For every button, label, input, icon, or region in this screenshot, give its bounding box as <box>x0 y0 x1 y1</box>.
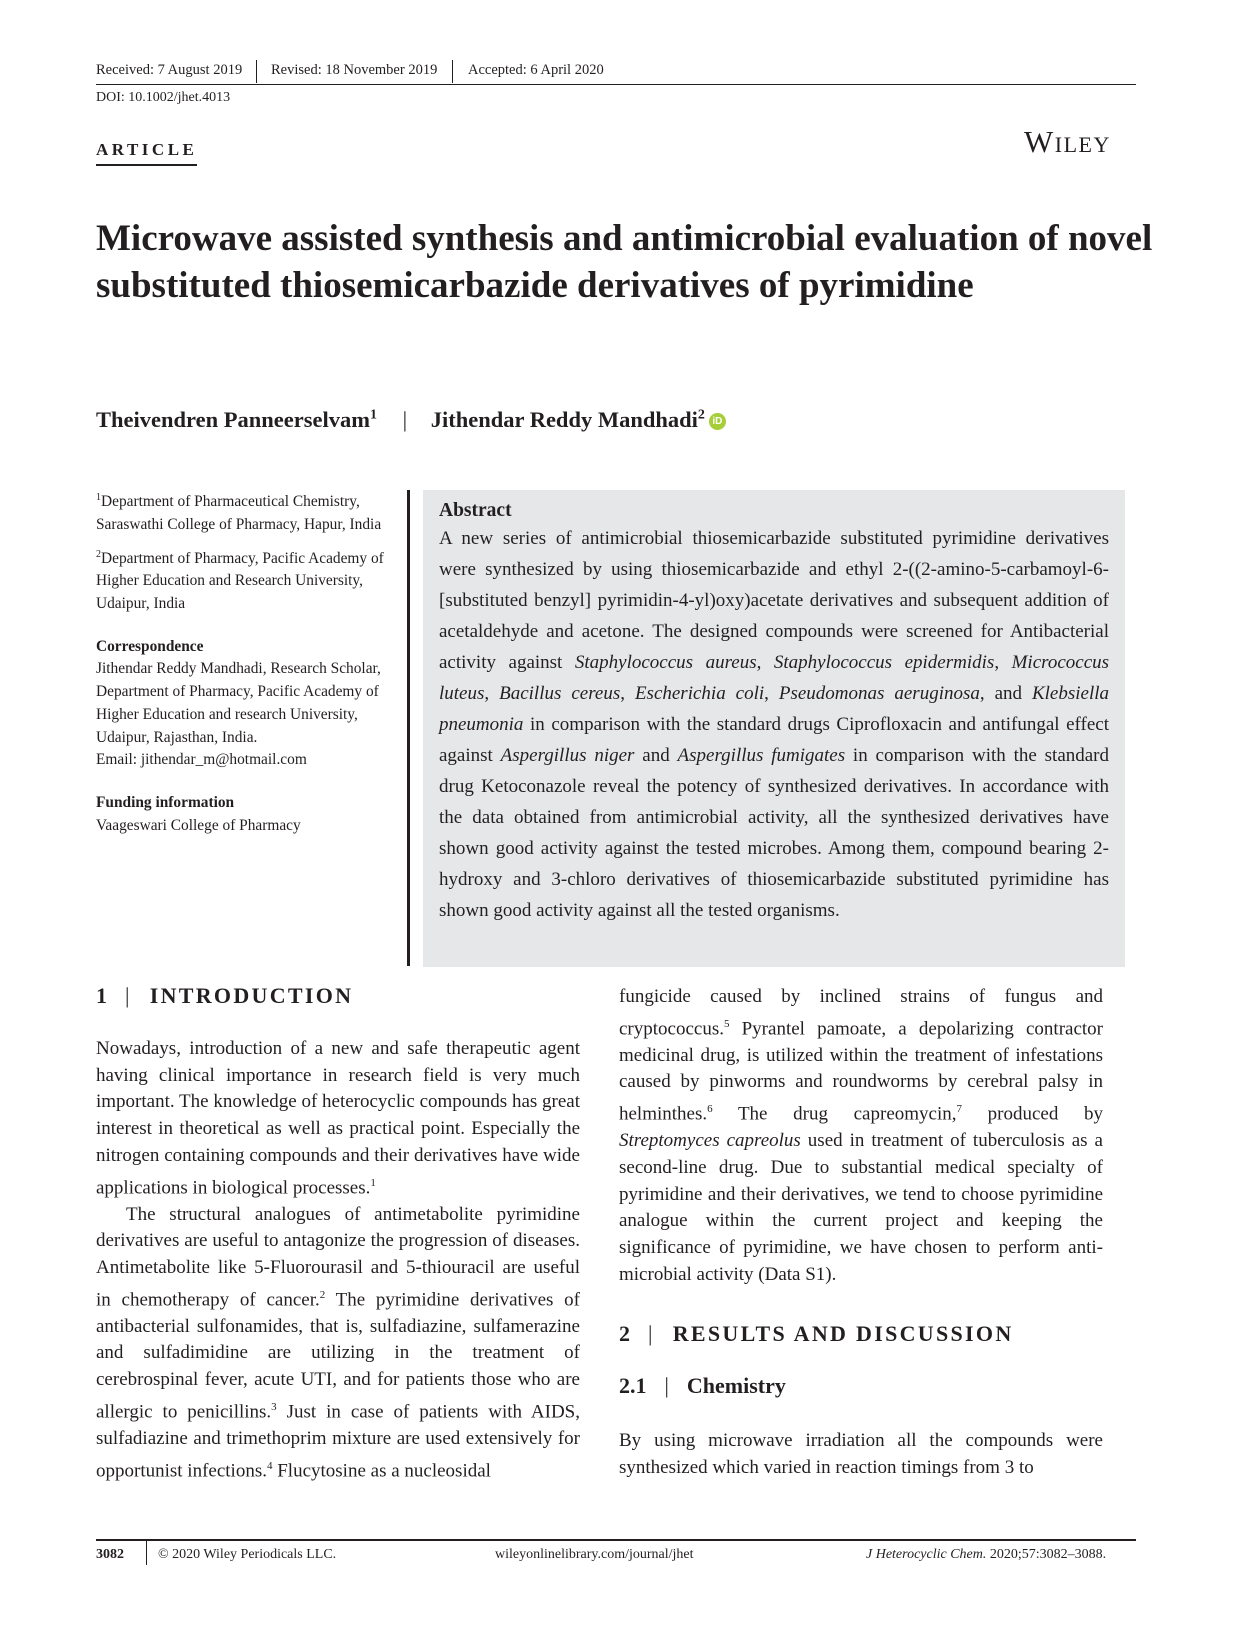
section-2-heading: 2 | RESULTS AND DISCUSSION <box>619 1321 1014 1346</box>
affiliation-2 <box>96 544 396 616</box>
subsection-2-1-heading: 2.1 | Chemistry <box>619 1373 786 1398</box>
abstract-divider <box>407 490 410 966</box>
funding-label: Funding information <box>96 793 235 811</box>
journal-citation <box>866 1547 1106 1563</box>
citation-details: 2020;57:3082–3088. <box>986 1547 1107 1562</box>
date-divider <box>256 60 257 83</box>
journal-name: J Heterocyclic Chem. <box>866 1547 987 1562</box>
affiliation-2-marker: 2 <box>96 548 101 560</box>
citation-ref[interactable]: 5 <box>723 1017 730 1030</box>
chemistry-column <box>619 1428 1103 1481</box>
affiliation-1 <box>96 487 396 537</box>
affiliation-1-marker: 1 <box>96 492 101 503</box>
intro-paragraph-3: fungicide caused by inclined strains of fungus and cryptococcus.$^5$ Pyrantel pamoate, a depolarizing contractor medicinal drug, is utilized within the treatment of infestations caused by pinworms and roundworms by cerebral palsy in helminthes.$^6$ The drug capreomycin,$^7$ produced by Streptomyces capreolus used in treatment of tuberculosis as a second-line drug. Due to substantial medical specialty of pyrimidine and their derivatives, we tend to choose pyrimidine analogue within the current project and keeping the significance of pyrimidine, we have chosen to perform anti-microbial activity (Data S1). <box>619 986 1103 1285</box>
abstract-text: A new series of antimicrobial thiosemicarbazide substituted pyrimidine derivatives were synthesized by using thiosemicarbazide and ethyl 2-((2-amino-5-carbamoyl-6-[substituted benzyl] pyrimidin-4-yl)oxy)acetate derivatives and subsequent addition of acetaldehyde and acetone. The designed compounds were screened for Antibacterial activity against Staphylococcus aureus, Staphylococcus epidermidis, Micrococcus luteus, Bacillus cereus, Escherichia coli, Pseudomonas aeruginosa, and Klebsiella pneumonia in comparison with the standard drugs Ciprofloxacin and antifungal effect against Aspergillus niger and Aspergillus fumigates in comparison with the standard drug Ketoconazole reveal the potency of synthesized derivatives. In accordance with the data obtained from antimicrobial activity, all the synthesized derivatives have shown good activity against the tested microbes. Among them, compound bearing 2-hydroxy and 3-chloro derivatives of thiosemicarbazide substituted pyrimidine has shown good activity against all the tested organisms. <box>439 528 1110 921</box>
affiliation-1-text: Department of Pharmaceutical Chemistry, Saraswathi College of Pharmacy, Hapur, India <box>96 493 382 533</box>
orcid-icon[interactable]: iD <box>709 413 726 430</box>
affiliation-2-text: Department of Pharmacy, Pacific Academy of Higher Education and Research University, Udaipur, India <box>96 549 384 613</box>
chemistry-paragraph: By using microwave irradiation all the compounds were synthesized which varied in reaction timings from 3 to <box>619 1430 1103 1478</box>
author-line <box>96 407 726 433</box>
section-1-heading: 1 | INTRODUCTION <box>96 983 354 1008</box>
paper-title: Microwave assisted synthesis and antimicrobial evaluation of novel substituted thiosemicarbazide derivatives of pyrimidine <box>96 218 1153 306</box>
intro-paragraph-1: Nowadays, introduction of a new and safe therapeutic agent having clinical importance in research field is very much important. The knowledge of heterocyclic compounds has great interest in theoretical as well as practical point. Especially the nitrogen containing compounds and their derivatives have wide applications in biological processes.$^1$ <box>96 1038 580 1198</box>
citation-ref[interactable]: 6 <box>707 1103 713 1116</box>
journal-url[interactable]: wileyonlinelibrary.com/journal/jhet <box>495 1547 694 1562</box>
abstract-heading: Abstract <box>439 500 512 521</box>
citation-ref[interactable]: 3 <box>271 1400 277 1413</box>
publisher-logo: Wiley <box>1024 124 1111 159</box>
footer-rule <box>96 1539 1136 1541</box>
author-2-affiliation: 2 <box>697 407 705 423</box>
page-number: 3082 <box>96 1547 124 1562</box>
publication-dates <box>96 60 1136 85</box>
date-divider <box>452 60 453 83</box>
doi[interactable]: DOI: 10.1002/jhet.4013 <box>96 90 231 105</box>
abstract-box <box>423 490 1125 967</box>
funding-text: Vaageswari College of Pharmacy <box>96 816 301 834</box>
correspondence-label: Correspondence <box>96 637 204 655</box>
accepted-date: Accepted: 6 April 2020 <box>468 62 604 78</box>
intro-right-column <box>619 984 1103 1288</box>
author-1: Theivendren Panneerselvam <box>96 407 370 432</box>
author-separator: | <box>402 407 408 432</box>
correspondence-email[interactable]: Email: jithendar_m@hotmail.com <box>96 751 307 769</box>
article-type-label: ARTICLE <box>96 140 197 166</box>
received-date: Received: 7 August 2019 <box>96 62 243 78</box>
citation-ref[interactable]: 7 <box>956 1103 962 1116</box>
author-1-affiliation: 1 <box>369 407 377 423</box>
citation-ref[interactable]: 4 <box>266 1459 273 1472</box>
intro-paragraph-2: The structural analogues of antimetabolite pyrimidine derivatives are useful to antagonize the progression of diseases. Antimetabolite like 5-Fluorourasil and 5-thiouracil are useful in chemotherapy of cancer.$^2$ The pyrimidine derivatives of antibacterial sulfonamides, that is, sulfadiazine, sulfamerazine and sulfadimidine are utilizing in the treatment of cerebrospinal fever, acute UTI, and for patients those who are allergic to penicillins.$^3$ Just in case of patients with AIDS, sulfadiazine and trimethoprim mixture are used extensively for opportunist infections.$^4$ Flucytosine as a nucleosidal <box>96 1203 580 1481</box>
affiliations-column <box>96 487 396 837</box>
revised-date: Revised: 18 November 2019 <box>271 62 438 78</box>
intro-left-column <box>96 1036 580 1485</box>
author-2: Jithendar Reddy Mandhadi <box>430 407 698 432</box>
copyright: © 2020 Wiley Periodicals LLC. <box>158 1547 337 1562</box>
citation-ref[interactable]: 2 <box>319 1288 326 1301</box>
correspondence-text: Jithendar Reddy Mandhadi, Research Scholar, Department of Pharmacy, Pacific Academy of Higher Education and research University, Udaipur, Rajasthan, India. <box>96 660 381 746</box>
citation-ref[interactable]: 1 <box>370 1176 376 1189</box>
footer-divider <box>146 1541 147 1565</box>
